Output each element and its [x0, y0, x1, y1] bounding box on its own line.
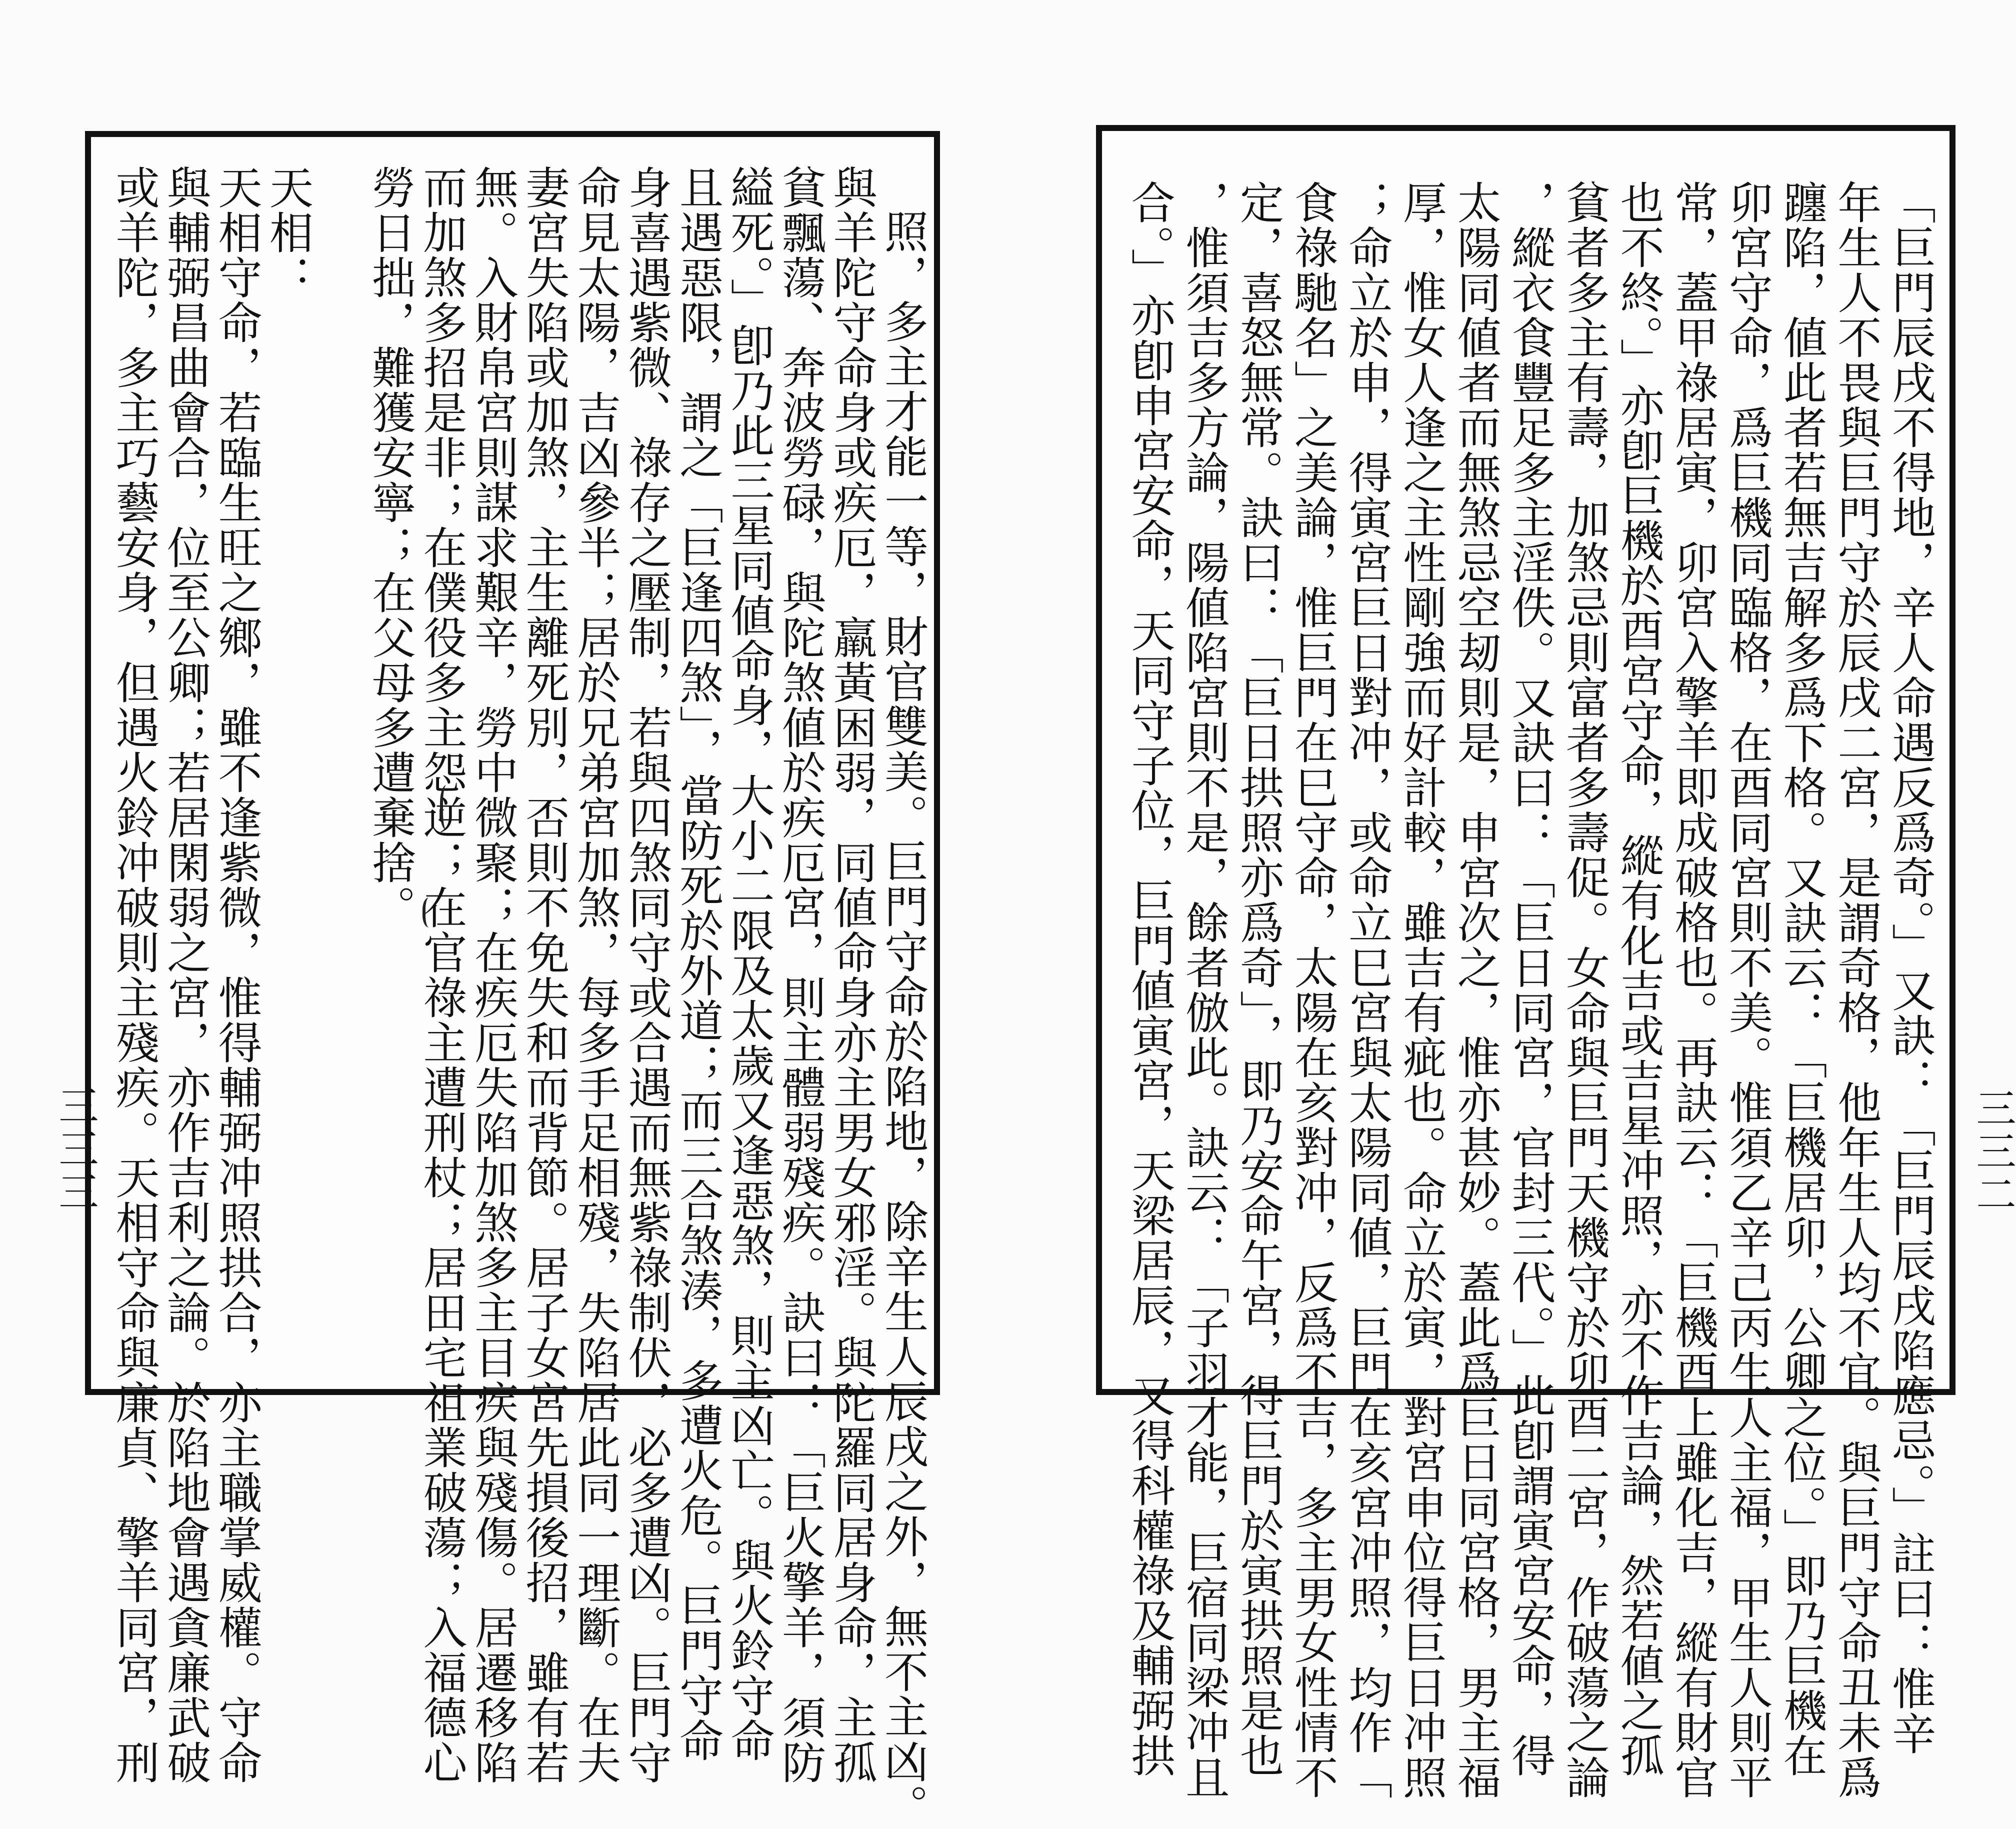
text-column: 年生人不畏與巨門守於辰戌二宮，是謂奇格，他年生人均不宜。與巨門守命丑未爲 [1830, 180, 1882, 1800]
text-column: 「巨門辰戌不得地，辛人命遇反爲奇。」又訣：「巨門辰戌陷應忌。」註曰：惟辛 [1885, 180, 1936, 1756]
text-column: 貧飄蕩、奔波勞碌，與陀煞値於疾厄宮，則主體弱殘疾。訣曰：「巨火擎羊，須防 [775, 165, 826, 1785]
blank-column [310, 165, 362, 1365]
text-column: 厚，惟女人逢之主性剛強而好計較，雖吉有疵也。命立於寅，對宮申位得巨日冲照 [1396, 180, 1448, 1800]
text-column: 天相守命，若臨生旺之鄉，雖不逢紫微，惟得輔弼冲照拱合，亦主職掌威權。守命 [211, 165, 263, 1785]
text-column: 卯宮守命，爲巨機同臨格，在酉同宮則不美。惟須乙辛己丙生人主福，甲生人則平 [1722, 180, 1774, 1800]
text-column: 太陽同値者而無煞忌空刼則是，申宮次之，惟亦甚妙。蓋此爲巨日同宮格，男主福 [1450, 180, 1502, 1800]
text-column: ，惟須吉多方論，陽値陷宮則不是，餘者倣此。訣云：「子羽才能，巨宿同梁冲且 [1178, 180, 1230, 1800]
right-page-text [1118, 180, 1936, 1800]
text-column: 常，蓋甲祿居寅，卯宮入擎羊即成破格也。再訣云：「巨機酉上雖化吉，縱有財官 [1668, 180, 1720, 1800]
text-column: 照，多主才能一等，財官雙美。巨門守命於陷地，除辛生人辰戌之外，無不主凶。 [878, 209, 929, 1829]
text-column: 與輔弼昌曲會合，位至公卿；若居閑弱之宮，亦作吉利之論。於陷地會遇貪廉武破 [160, 165, 212, 1785]
text-column: 而加煞多招是非；在僕役多主怨逆；在官祿主遭刑杖；居田宅祖業破蕩；入福德心 [416, 165, 468, 1785]
left-page-text [105, 165, 929, 1829]
text-column: ，縱衣食豐足多主淫佚。又訣曰：「巨日同宮，官封三代。」此卽謂寅宮安命，得 [1504, 180, 1556, 1778]
page-number: 三三三 [52, 1085, 98, 1214]
text-column: 食祿馳名」之美論，惟巨門在巳守命，太陽在亥對冲，反爲不吉，多主男女性情不 [1287, 180, 1339, 1800]
text-column: 縊死。」卽乃此三星同値命身，大小二限及太歲又逢惡煞，則主凶亡。與火鈴守命 [724, 165, 776, 1763]
text-column: 且遇惡限，謂之「巨逢四煞」，當防死於外道；而三合煞湊，多遭火危。巨門守命 [672, 165, 724, 1763]
text-column: 貧者多主有壽，加煞忌則富者多壽促。女命與巨門天機守於卯酉二宮，作破蕩之論 [1558, 180, 1610, 1800]
text-column: 定，喜怒無常。訣曰：「巨日拱照亦爲奇」，即乃安命午宮，得巨門於寅拱照是也 [1232, 180, 1284, 1778]
text-column: 命見太陽，吉凶參半；居於兄弟宮加煞，每多手足相殘，失陷居此同一理斷。在夫 [570, 165, 622, 1785]
text-column: 無。入財帛宮則謀求艱辛，勞中微聚；在疾厄失陷加煞多主目疾與殘傷。居遷移陷 [468, 165, 519, 1785]
page-number: 三三二 [1970, 1088, 2016, 1216]
text-column: 身喜遇紫微、祿存之壓制，若與四煞同守或合遇而無紫祿制伏，必多遭凶。巨門守 [621, 165, 673, 1785]
section-heading: 天相： [262, 165, 314, 300]
text-column: 妻宮失陷或加煞，主生離死別，否則不免失和而背節。居子女宮先損後招，雖有若 [518, 165, 570, 1785]
text-column: 與羊陀守命身或疾厄，羸黃困弱，同値命身亦主男女邪淫。與陀羅同居身命，主孤 [826, 165, 878, 1785]
text-column: 也不終。」亦卽巨機於酉宮守命，縱有化吉或吉星冲照，亦不作吉論，然若値之孤 [1613, 180, 1665, 1778]
pen-mark [422, 898, 438, 928]
text-column: ；命立於申，得寅宮巨日對冲，或命立巳宮與太陽同値，巨門在亥宮冲照，均作「 [1342, 180, 1394, 1800]
text-column: 勞日拙，難獲安寧；在父母多遭棄捨。 [365, 165, 416, 930]
text-column: 或羊陀，多主巧藝安身，但遇火鈴冲破則主殘疾。天相守命與廉貞、擎羊同宮，刑 [108, 165, 160, 1785]
text-column: 躔陷，値此者若無吉解多爲下格。又訣云：「巨機居卯，公卿之位。」即乃巨機在 [1776, 180, 1828, 1778]
text-column: 合。」亦卽申宮安命，天同守子位，巨門値寅宮，天梁居辰，又得科權祿及輔弼拱 [1124, 180, 1176, 1778]
pen-mark [440, 785, 456, 830]
